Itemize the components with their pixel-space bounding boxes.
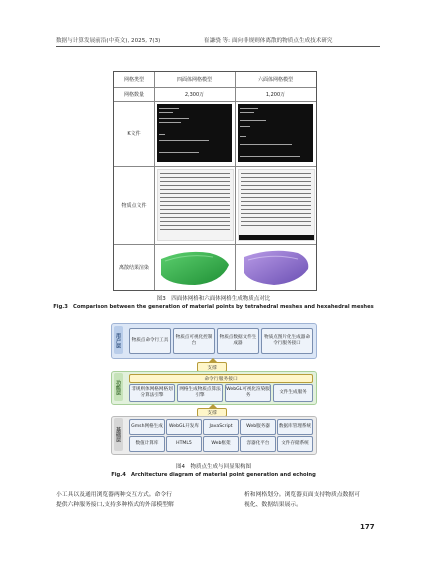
purple-mesh-render-image [236,245,315,289]
table-row [114,244,316,290]
k-file-screenshot-hex [235,101,316,166]
cell-value: 2,300万 [154,87,236,101]
journal-name: 数据与计算发展前沿(中英文), 2025, 7(3) [56,38,161,44]
terminal-image [157,104,232,162]
figure4-architecture-diagram [111,323,315,453]
layer-label: 功能层 [114,373,123,401]
terminal-image [238,104,313,162]
arch-box: 物质点数据文件生成器 [217,328,259,354]
arch-box: 非规则体网格网格划分算法引擎 [129,384,175,402]
arch-box: 数值计算库 [129,436,165,452]
body-text-line: 提供六种服务接口,支持多种格式的外部模型解 [56,502,174,508]
arch-box: Gmsh网格生成 [129,419,165,435]
render-hex [235,244,316,290]
arch-box: Web服务器 [240,419,276,435]
support-label: 支撑 [197,362,227,372]
table-header-row [114,72,316,88]
arch-box: Web框架 [203,436,239,452]
row-label: 物质点文件 [114,166,155,244]
row-label: K文件 [114,101,155,166]
arch-box: 数据库管理系统 [277,419,313,435]
row-label: 网格数量 [114,87,155,101]
arch-box: WebGL开发库 [166,419,202,435]
layer-label: 用户层 [114,326,123,354]
table-row [114,166,316,245]
service-interface-bar: 命令行服务接口 [129,374,313,383]
arch-box: 物质点可视化控制台 [173,328,215,354]
file-image [157,169,234,241]
arch-box: 物质点命令行工具 [129,328,171,354]
point-file-screenshot-tet [154,166,236,244]
arch-box: 文件生成服务 [273,384,313,402]
figure3-caption-en: Fig.3 Comparison between the generation of material points by tetrahedral meshes and hexahedral meshes [53,304,374,310]
layer-label: 基础层 [114,418,123,451]
figure4-caption-cn: 图4 物质点生成与回显架构图 [175,464,251,470]
green-mesh-render-image [155,245,234,289]
arch-box: HTML5 [166,436,202,452]
header-cell: 六面体网格模型 [257,77,293,83]
file-image [238,169,315,241]
table-row [114,87,316,102]
body-text-line: 视化、数据结果展示。 [244,502,302,508]
arch-box: WebGL可视化渲染服务 [225,384,271,402]
body-text-line: 析和网格划分。浏览器页面支持物质点数据可 [244,492,360,498]
support-label: 支撑 [197,408,227,417]
header-cell: 四面体网格模型 [154,72,236,87]
figure3-caption-cn: 图3 四面体网格和六面体网格生成物质点对比 [156,296,271,302]
header-cell: 网格类型 [114,72,155,87]
figure4-caption-en: Fig.4 Architecture diagram of material point generation and echoing [111,472,316,478]
arch-box: 物质点图片化生成器命令行服务接口 [261,328,313,354]
k-file-screenshot-tet [154,101,236,166]
arch-box: 文件存储系统 [277,436,313,452]
arch-box: JavaScript [203,419,239,435]
row-label: 离散结果渲染 [114,244,155,290]
cell-value: 1,200万 [265,91,286,98]
arch-box: 网格生成物质点算法引擎 [177,384,223,402]
figure3-table [113,71,317,291]
body-text-line: 小工具以及通用浏览器两种交互方式。命令行 [56,492,172,498]
page-number: 177 [360,523,375,531]
arch-box: 容器化平台 [240,436,276,452]
article-running-title: 崔謙骁 等: 面向非规则体离散的物质点生成技术研究 [204,38,333,44]
table-row [114,101,316,167]
point-file-screenshot-hex [235,166,316,244]
render-tet [154,244,236,290]
header-rule [56,46,380,47]
